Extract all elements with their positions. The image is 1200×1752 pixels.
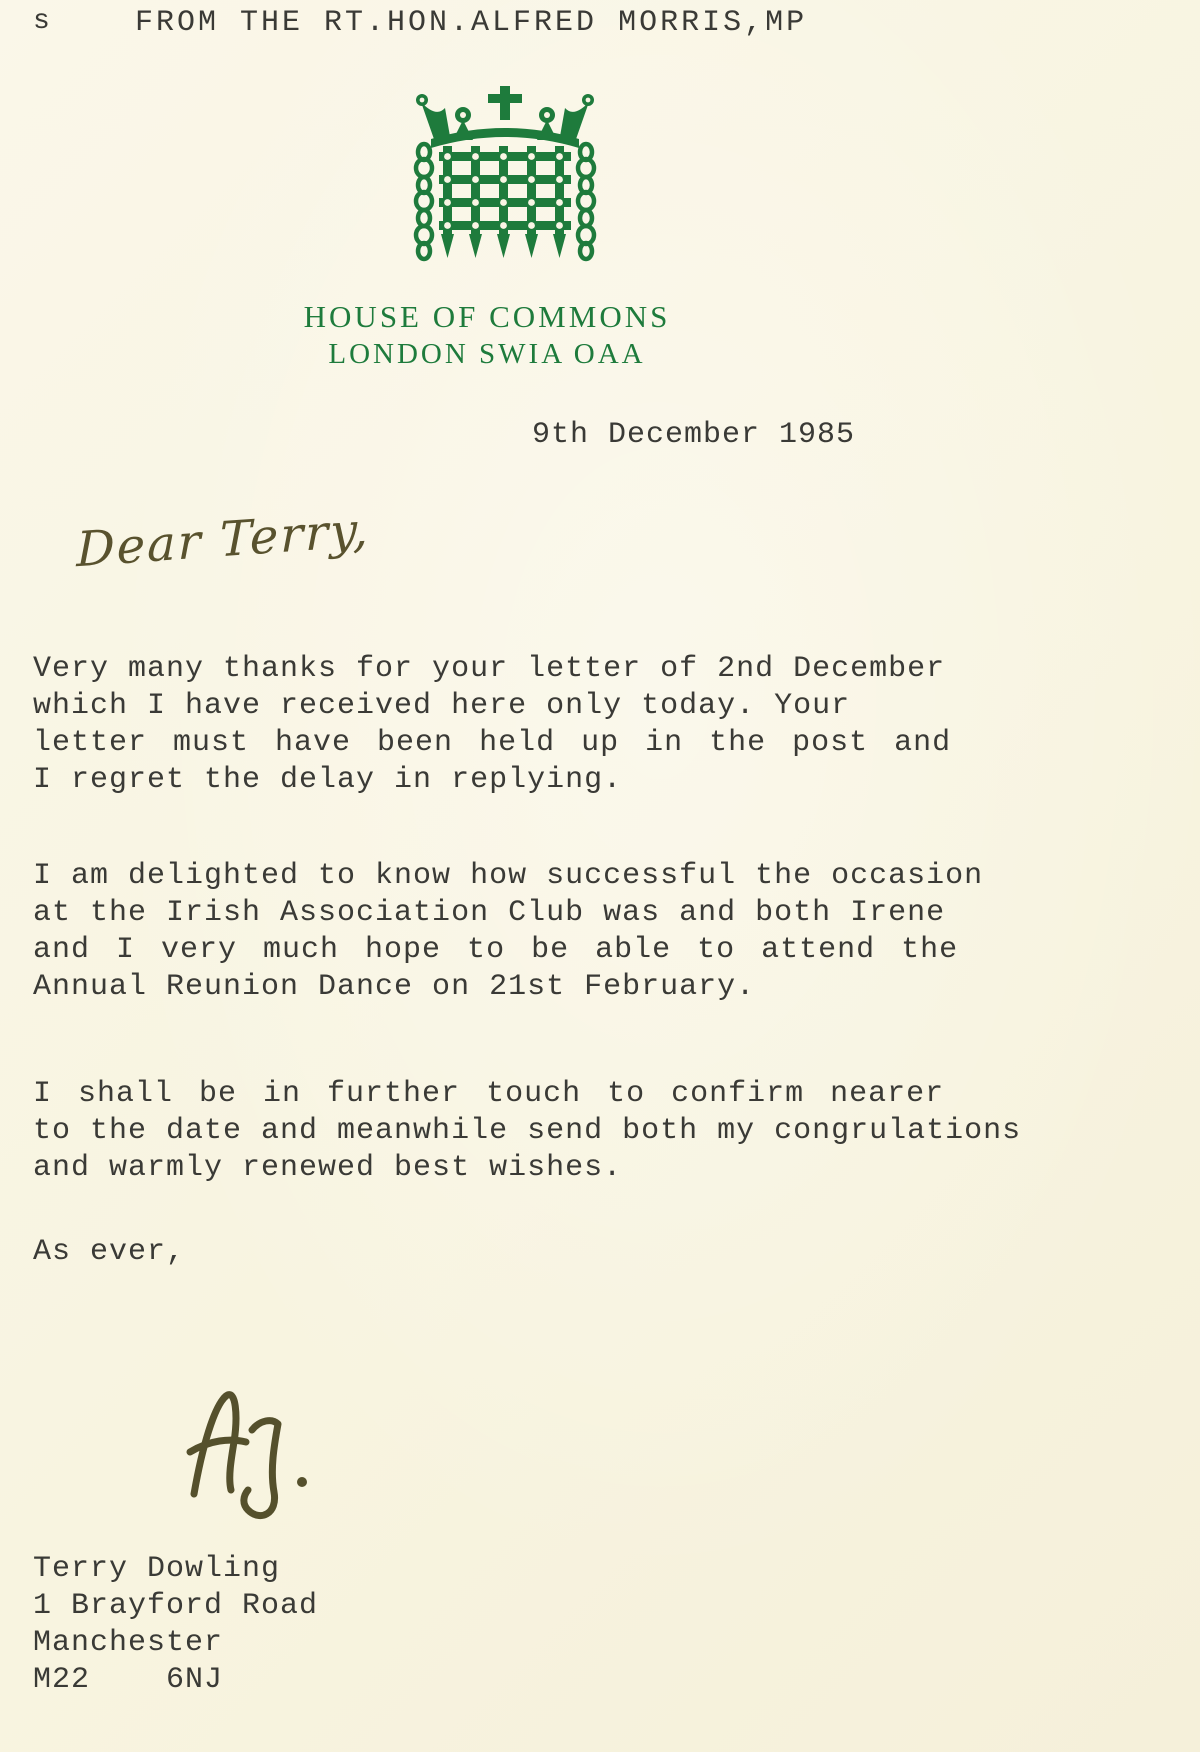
closing-line: As ever,	[33, 1235, 186, 1269]
text-line: at the Irish Association Club was and both Irene	[33, 896, 946, 930]
text-line: Very many thanks for your letter of 2nd December	[33, 652, 946, 686]
portcullis-crest-icon	[0, 82, 1105, 282]
text-line: M22 6NJ	[33, 1663, 224, 1697]
letterhead-address: LONDON SWIA OAA	[328, 338, 646, 370]
text-line: Annual Reunion Dance on 21st February.	[33, 970, 756, 1004]
text-line: Manchester	[33, 1626, 224, 1660]
text-line: Terry Dowling	[33, 1552, 281, 1586]
handwritten-salutation: Dear Terry,	[76, 501, 370, 579]
letterhead-org-name: HOUSE OF COMMONS	[303, 299, 671, 334]
text-line: and warmly renewed best wishes.	[33, 1151, 623, 1185]
text-line: which I have received here only today. Your	[33, 689, 851, 723]
text-line: I shall be in further touch to confirm nearer	[33, 1077, 945, 1111]
stray-typed-character: s	[33, 6, 51, 37]
signature-monogram-icon	[180, 1378, 340, 1528]
recipient-address-block	[33, 1551, 318, 1699]
text-line: I am delighted to know how successful the occasion	[33, 859, 984, 893]
date-line: 9th December 1985	[532, 418, 856, 452]
text-line: to the date and meanwhile send both my congrulations	[33, 1114, 1022, 1148]
handwritten-signature	[180, 1378, 340, 1533]
body-paragraph-2	[33, 858, 983, 1006]
text-line: I regret the delay in replying.	[33, 763, 623, 797]
text-line: and I very much hope to be able to attend the	[33, 933, 959, 967]
portcullis-crest-graphic	[395, 82, 615, 282]
body-paragraph-1	[33, 651, 951, 799]
body-paragraph-3	[33, 1076, 1021, 1187]
text-line: letter must have been held up in the post and	[33, 726, 952, 760]
letterhead-from-line: FROM THE RT.HON.ALFRED MORRIS,MP	[135, 6, 808, 40]
text-line: 1 Brayford Road	[33, 1589, 319, 1623]
